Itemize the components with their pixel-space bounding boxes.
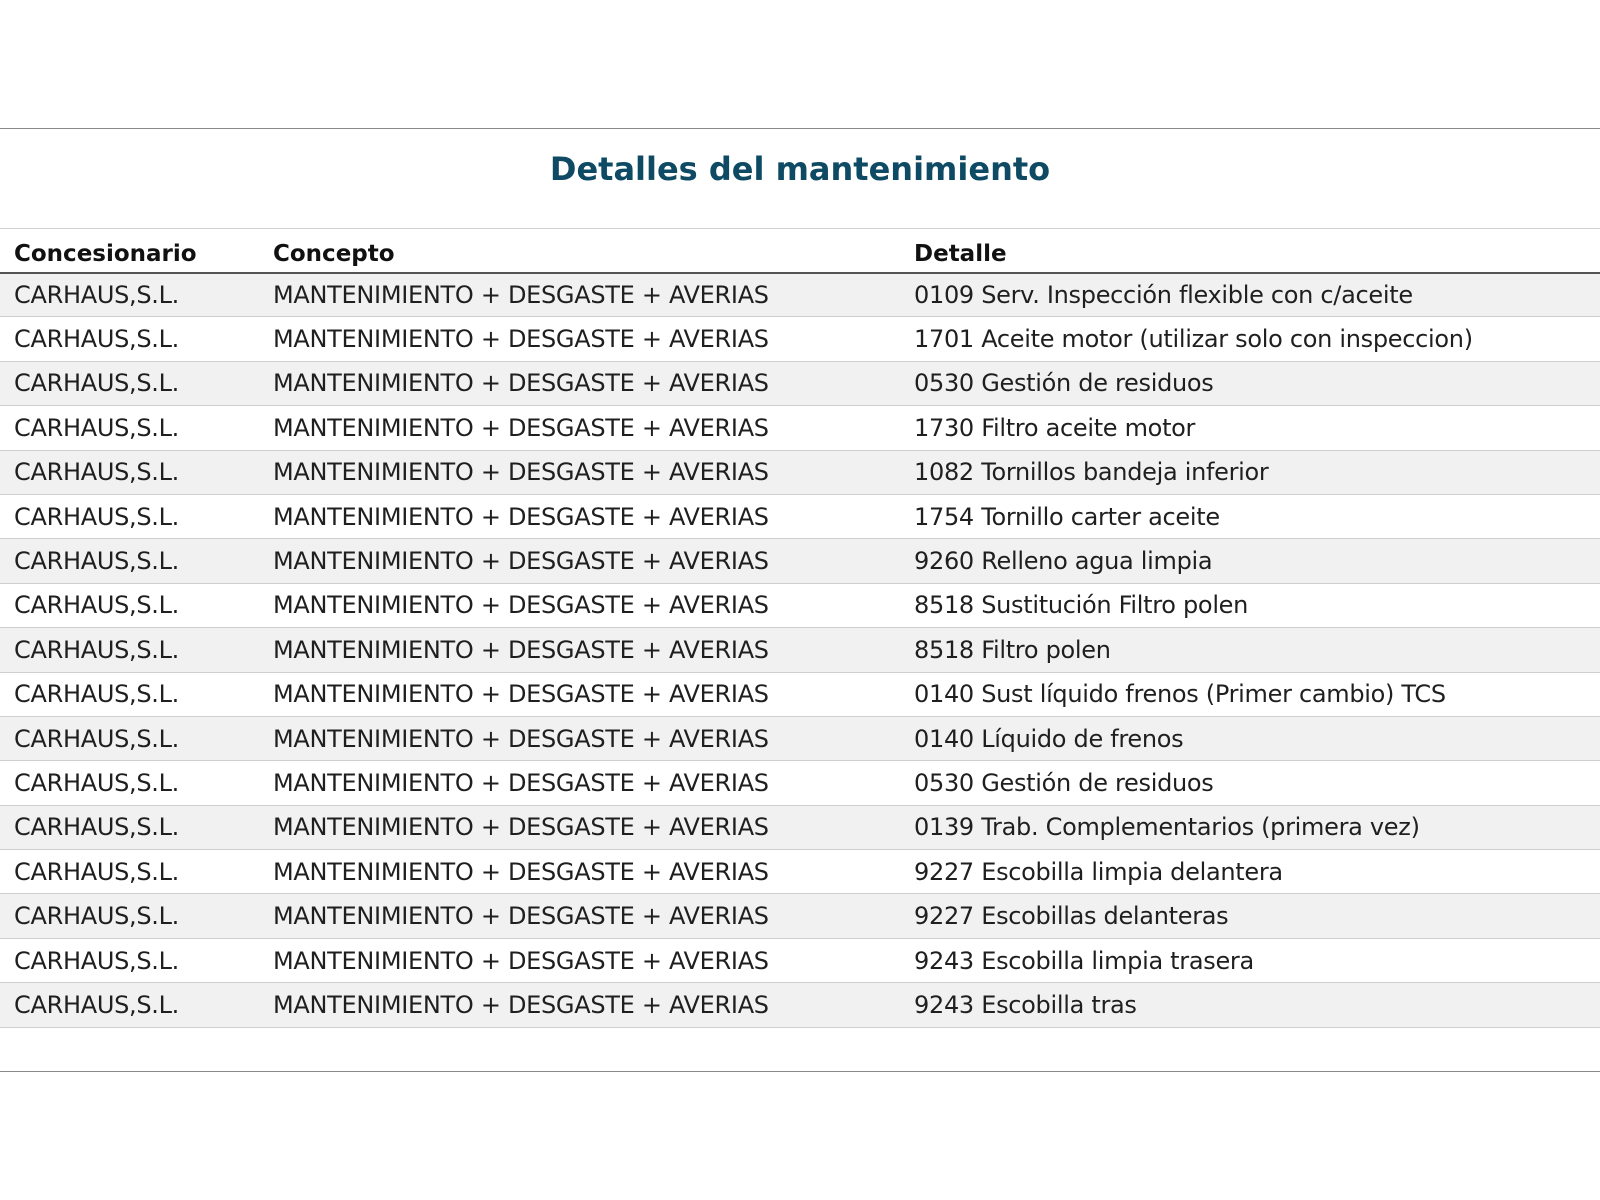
header-row [0, 229, 1600, 273]
cell-concepto: MANTENIMIENTO + DESGASTE + AVERIAS [273, 990, 769, 1019]
cell-concesionario: CARHAUS,S.L. [14, 591, 180, 620]
cell-concesionario: CARHAUS,S.L. [14, 280, 180, 309]
table-row [0, 628, 1600, 672]
table-row [0, 450, 1600, 494]
cell-concesionario: CARHAUS,S.L. [14, 547, 180, 576]
cell-concesionario: CARHAUS,S.L. [14, 902, 180, 931]
cell-detalle: 0109 Serv. Inspección flexible con c/aceite [914, 280, 1413, 309]
cell-concesionario: CARHAUS,S.L. [14, 990, 180, 1019]
table-row [0, 761, 1600, 805]
cell-concepto: MANTENIMIENTO + DESGASTE + AVERIAS [273, 458, 769, 487]
cell-concesionario: CARHAUS,S.L. [14, 369, 180, 398]
cell-concepto: MANTENIMIENTO + DESGASTE + AVERIAS [273, 280, 769, 309]
column-header-detalle: Detalle [914, 241, 1007, 268]
cell-concesionario: CARHAUS,S.L. [14, 946, 180, 975]
cell-concesionario: CARHAUS,S.L. [14, 325, 180, 354]
cell-detalle: 9243 Escobilla limpia trasera [914, 946, 1254, 975]
cell-detalle: 1730 Filtro aceite motor [914, 413, 1196, 442]
cell-concepto: MANTENIMIENTO + DESGASTE + AVERIAS [273, 680, 769, 709]
cell-concepto: MANTENIMIENTO + DESGASTE + AVERIAS [273, 768, 769, 797]
cell-detalle: 0140 Líquido de frenos [914, 724, 1184, 753]
cell-concepto: MANTENIMIENTO + DESGASTE + AVERIAS [273, 813, 769, 842]
cell-concepto: MANTENIMIENTO + DESGASTE + AVERIAS [273, 902, 769, 931]
cell-concesionario: CARHAUS,S.L. [14, 813, 180, 842]
maintenance-table-container [0, 228, 1600, 1028]
table-row [0, 539, 1600, 583]
cell-concepto: MANTENIMIENTO + DESGASTE + AVERIAS [273, 724, 769, 753]
cell-detalle: 8518 Sustitución Filtro polen [914, 591, 1249, 620]
cell-detalle: 1754 Tornillo carter aceite [914, 502, 1220, 531]
cell-detalle: 1701 Aceite motor (utilizar solo con inspeccion) [914, 325, 1473, 354]
cell-detalle: 0139 Trab. Complementarios (primera vez) [914, 813, 1420, 842]
page-title: Detalles del mantenimiento [549, 150, 1051, 188]
cell-concepto: MANTENIMIENTO + DESGASTE + AVERIAS [273, 547, 769, 576]
cell-concepto: MANTENIMIENTO + DESGASTE + AVERIAS [273, 325, 769, 354]
cell-concesionario: CARHAUS,S.L. [14, 502, 180, 531]
cell-concesionario: CARHAUS,S.L. [14, 768, 180, 797]
table-row [0, 583, 1600, 627]
maintenance-table [0, 228, 1600, 1028]
cell-detalle: 0140 Sust líquido frenos (Primer cambio) TCS [914, 680, 1446, 709]
cell-concepto: MANTENIMIENTO + DESGASTE + AVERIAS [273, 946, 769, 975]
table-row [0, 983, 1600, 1027]
cell-concepto: MANTENIMIENTO + DESGASTE + AVERIAS [273, 635, 769, 664]
table-row [0, 273, 1600, 317]
cell-detalle: 0530 Gestión de residuos [914, 369, 1214, 398]
cell-detalle: 1082 Tornillos bandeja inferior [914, 458, 1269, 487]
cell-detalle: 9243 Escobilla tras [914, 990, 1137, 1019]
cell-concepto: MANTENIMIENTO + DESGASTE + AVERIAS [273, 591, 769, 620]
cell-concepto: MANTENIMIENTO + DESGASTE + AVERIAS [273, 502, 769, 531]
cell-detalle: 9227 Escobillas delanteras [914, 902, 1229, 931]
cell-concesionario: CARHAUS,S.L. [14, 413, 180, 442]
top-divider [0, 128, 1600, 129]
table-header [0, 229, 1600, 273]
table-row [0, 406, 1600, 450]
cell-concesionario: CARHAUS,S.L. [14, 680, 180, 709]
table-row [0, 716, 1600, 760]
table-row [0, 850, 1600, 894]
table-row [0, 361, 1600, 405]
table-row [0, 494, 1600, 538]
cell-detalle: 0530 Gestión de residuos [914, 768, 1214, 797]
table-row [0, 938, 1600, 982]
cell-concepto: MANTENIMIENTO + DESGASTE + AVERIAS [273, 413, 769, 442]
table-row [0, 894, 1600, 938]
cell-concesionario: CARHAUS,S.L. [14, 724, 180, 753]
cell-concepto: MANTENIMIENTO + DESGASTE + AVERIAS [273, 857, 769, 886]
table-row [0, 805, 1600, 849]
cell-detalle: 9260 Relleno agua limpia [914, 547, 1213, 576]
cell-concepto: MANTENIMIENTO + DESGASTE + AVERIAS [273, 369, 769, 398]
column-header-concesionario: Concesionario [14, 241, 197, 268]
table-body [0, 273, 1600, 1028]
bottom-divider [0, 1071, 1600, 1072]
cell-concesionario: CARHAUS,S.L. [14, 857, 180, 886]
table-row [0, 317, 1600, 361]
cell-concesionario: CARHAUS,S.L. [14, 458, 180, 487]
column-header-concepto: Concepto [273, 241, 395, 268]
cell-concesionario: CARHAUS,S.L. [14, 635, 180, 664]
cell-detalle: 8518 Filtro polen [914, 635, 1111, 664]
table-row [0, 672, 1600, 716]
cell-detalle: 9227 Escobilla limpia delantera [914, 857, 1283, 886]
